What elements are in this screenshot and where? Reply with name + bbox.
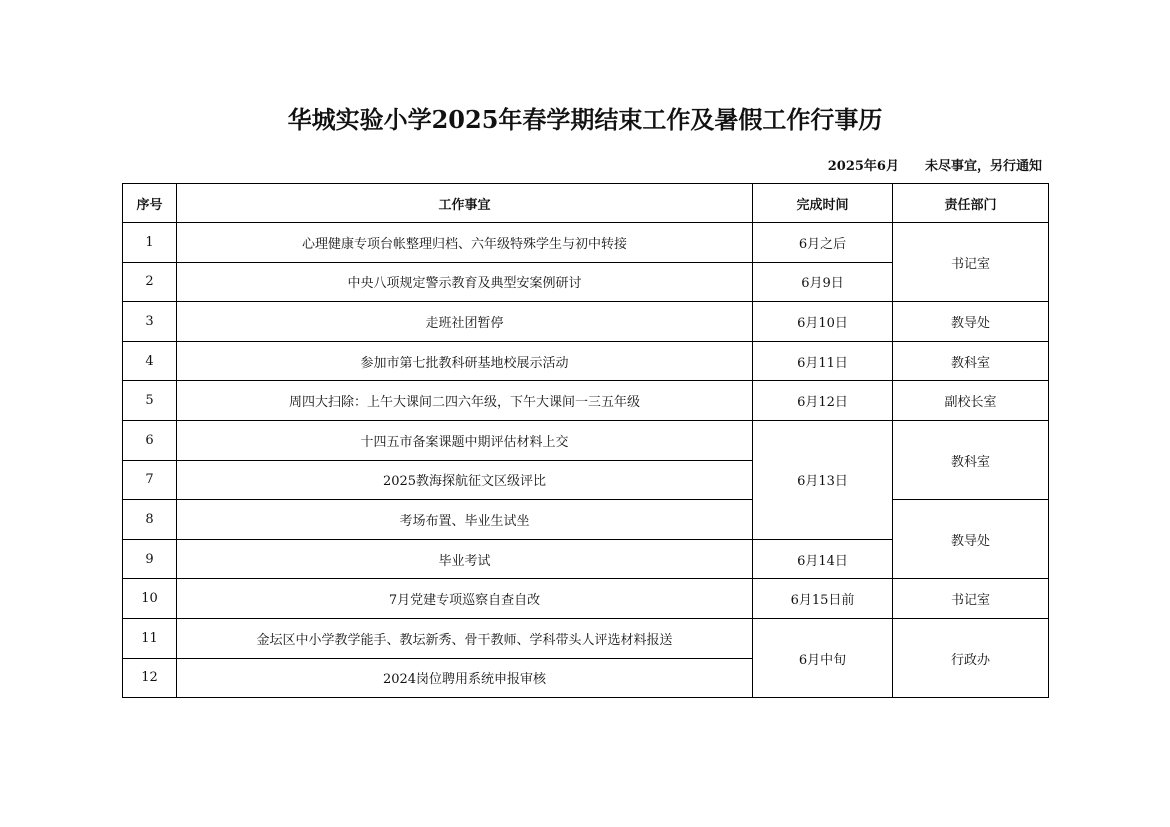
table-row	[123, 223, 1049, 263]
row-dept: 副校长室	[893, 381, 1049, 421]
subtitle-line	[828, 155, 1042, 174]
row-task: 毕业考试	[177, 539, 753, 579]
table-row	[123, 302, 1049, 342]
row-no: 1	[123, 223, 177, 263]
row-time: 6月14日	[753, 539, 893, 579]
row-no: 7	[123, 460, 177, 500]
row-time: 6月15日前	[753, 579, 893, 619]
row-dept: 教科室	[893, 341, 1049, 381]
row-dept: 书记室	[893, 579, 1049, 619]
row-task: 参加市第七批教科研基地校展示活动	[177, 341, 753, 381]
date-label: 2025年6月	[827, 159, 899, 174]
header-no: 序号	[123, 184, 177, 223]
row-no: 11	[123, 618, 177, 658]
row-no: 4	[123, 341, 177, 381]
row-time: 6月12日	[753, 381, 893, 421]
row-time: 6月9日	[753, 262, 893, 302]
row-no: 6	[123, 420, 177, 460]
row-task: 2025教海探航征文区级评比	[177, 460, 753, 500]
row-time: 6月11日	[753, 341, 893, 381]
row-no: 10	[123, 579, 177, 619]
row-task: 2024岗位聘用系统申报审核	[177, 658, 753, 698]
row-time: 6月13日	[753, 420, 893, 539]
row-no: 9	[123, 539, 177, 579]
document-title: 华城实验小学2025年春学期结束工作及暑假工作行事历	[287, 105, 883, 134]
row-task: 考场布置、毕业生试坐	[177, 500, 753, 540]
schedule-table	[122, 183, 1049, 698]
row-task: 走班社团暂停	[177, 302, 753, 342]
row-time: 6月中旬	[753, 618, 893, 697]
row-no: 8	[123, 500, 177, 540]
row-task: 中央八项规定警示教育及典型安案例研讨	[177, 262, 753, 302]
row-time: 6月10日	[753, 302, 893, 342]
row-time: 6月之后	[753, 223, 893, 263]
row-no: 12	[123, 658, 177, 698]
row-dept: 教科室	[893, 420, 1049, 499]
table-row	[123, 341, 1049, 381]
table-row	[123, 579, 1049, 619]
header-dept: 责任部门	[893, 184, 1049, 223]
table-row	[123, 500, 1049, 540]
row-dept: 行政办	[893, 618, 1049, 697]
row-task: 金坛区中小学教学能手、教坛新秀、骨干教师、学科带头人评选材料报送	[177, 618, 753, 658]
table-row	[123, 420, 1049, 460]
row-no: 5	[123, 381, 177, 421]
table-row	[123, 381, 1049, 421]
row-task: 心理健康专项台帐整理归档、六年级特殊学生与初中转接	[177, 223, 753, 263]
row-task: 7月党建专项巡察自查自改	[177, 579, 753, 619]
row-dept: 教导处	[893, 302, 1049, 342]
row-task: 周四大扫除：上午大课间二四六年级，下午大课间一三五年级	[177, 381, 753, 421]
header-time: 完成时间	[753, 184, 893, 223]
note-label: 未尽事宜，另行通知	[924, 159, 1042, 174]
header-task: 工作事宜	[177, 184, 753, 223]
row-dept: 教导处	[893, 500, 1049, 579]
row-dept: 书记室	[893, 223, 1049, 302]
table-header-row	[123, 184, 1049, 223]
row-no: 2	[123, 262, 177, 302]
row-no: 3	[123, 302, 177, 342]
row-task: 十四五市备案课题中期评估材料上交	[177, 420, 753, 460]
table-row	[123, 618, 1049, 658]
